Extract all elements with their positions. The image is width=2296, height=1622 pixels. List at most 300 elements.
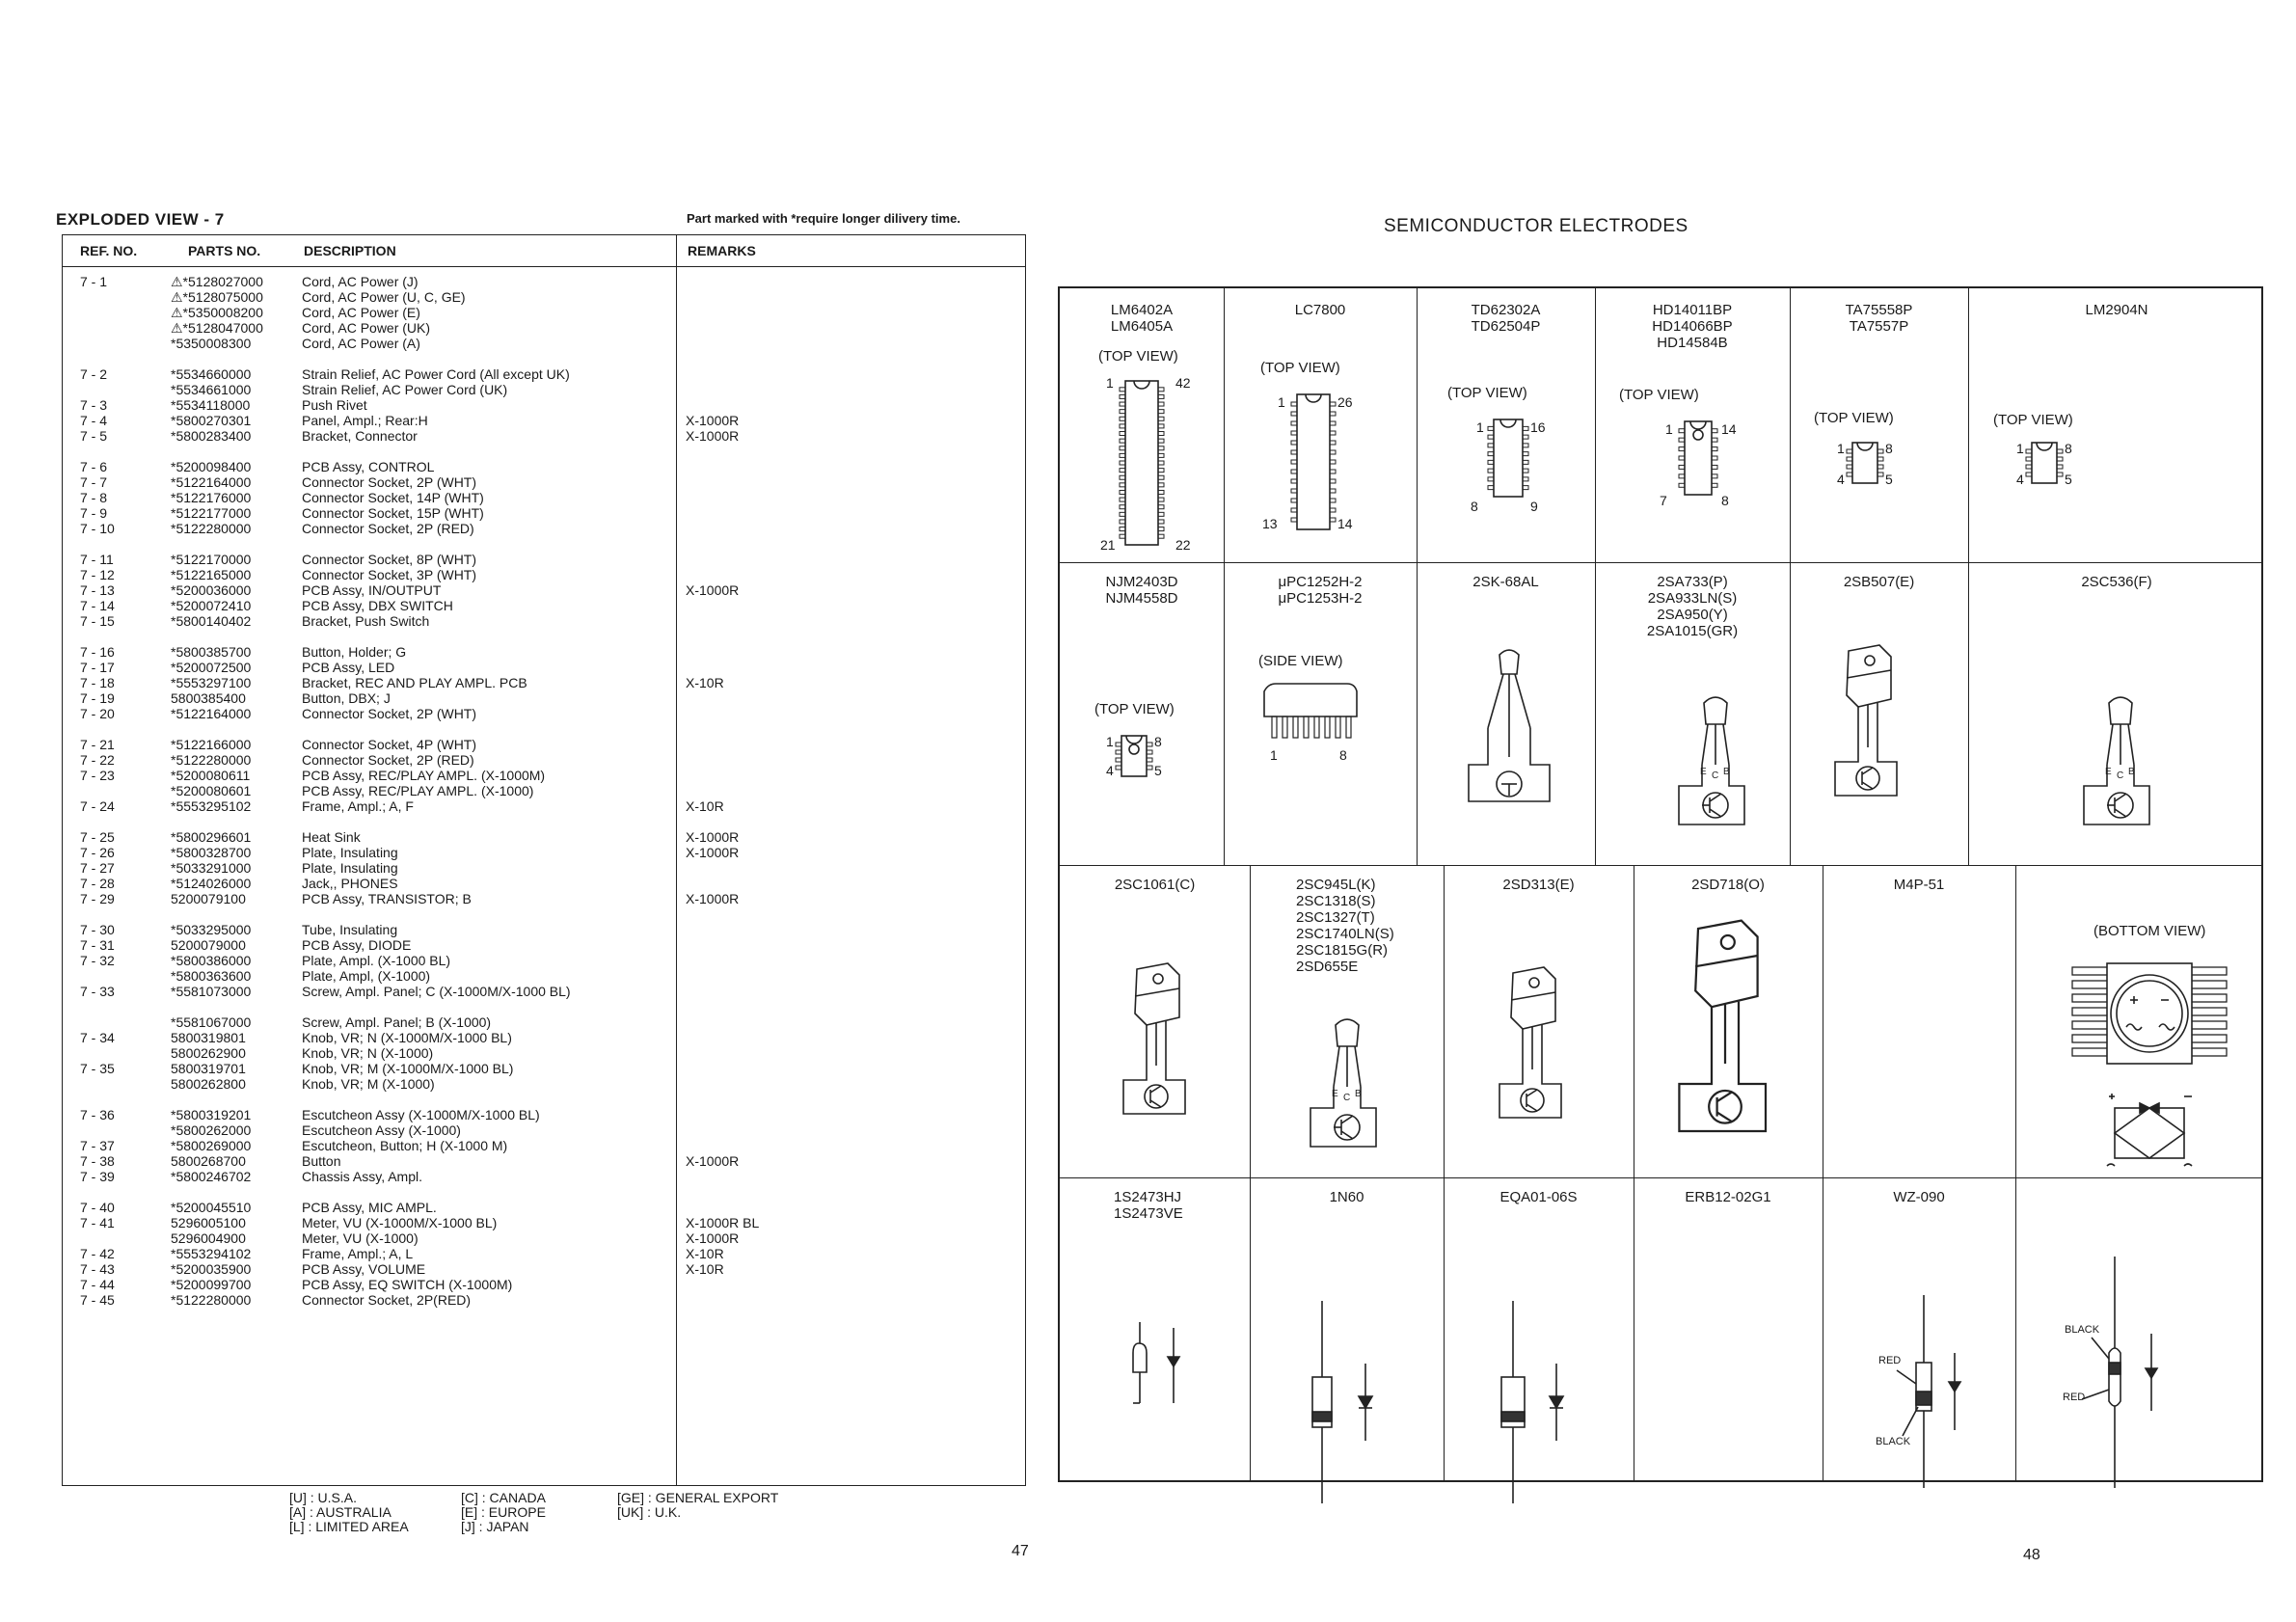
part-label: M4P-51 xyxy=(1893,877,1945,893)
part-number: *5553297100 xyxy=(171,675,252,690)
dip8-package-b xyxy=(2024,439,2065,487)
color-mark: RED xyxy=(1878,1355,1902,1366)
description: Heat Sink xyxy=(302,829,361,845)
table-row xyxy=(63,1138,1025,1153)
table-row xyxy=(63,690,1025,706)
part-label: 2SA733(P) 2SA933LN(S) 2SA950(Y) 2SA1015(GR) xyxy=(1646,574,1739,639)
view-label: (TOP VIEW) xyxy=(1260,360,1340,376)
remarks: X-1000R xyxy=(686,428,740,444)
part-label: TA75558P TA7557P xyxy=(1845,302,1913,335)
description: PCB Assy, LED xyxy=(302,660,395,675)
description: Connector Socket, 2P(RED) xyxy=(302,1292,472,1308)
color-mark: RED xyxy=(2063,1392,2086,1403)
ref-number: 7 - 39 xyxy=(80,1169,115,1184)
diode-1s2473 xyxy=(1114,1314,1191,1430)
part-number: 5200079000 xyxy=(171,937,246,953)
table-row xyxy=(63,413,1025,428)
pin-number: 4 xyxy=(1837,472,1845,487)
part-label: 2SD718(O) xyxy=(1691,877,1765,893)
bridge-rectifier xyxy=(2053,963,2246,1214)
delivery-note: Part marked with *require longer dilivery time. xyxy=(687,211,960,226)
ref-number: 7 - 28 xyxy=(80,876,115,891)
description: PCB Assy, EQ SWITCH (X-1000M) xyxy=(302,1277,513,1292)
part-number: *5581073000 xyxy=(171,984,252,999)
col-divider xyxy=(1595,288,1596,865)
part-number: *5122280000 xyxy=(171,1292,252,1308)
ref-number: 7 - 4 xyxy=(80,413,108,428)
part-number: *5200080601 xyxy=(171,783,252,798)
part-number: *5033295000 xyxy=(171,922,252,937)
dip8-package-a xyxy=(1845,439,1885,487)
description: PCB Assy, REC/PLAY AMPL. (X-1000M) xyxy=(302,768,546,783)
ref-number: 7 - 34 xyxy=(80,1030,115,1045)
ref-number: 7 - 32 xyxy=(80,953,115,968)
col-divider xyxy=(1417,288,1418,865)
part-number: *5124026000 xyxy=(171,876,252,891)
description: Connector Socket, 4P (WHT) xyxy=(302,737,477,752)
table-row xyxy=(63,829,1025,845)
description: Knob, VR; M (X-1000M/X-1000 BL) xyxy=(302,1061,514,1076)
part-number: *5800262000 xyxy=(171,1122,252,1138)
table-row xyxy=(63,1076,1025,1092)
dip26-package xyxy=(1289,391,1337,533)
pin-letter: C xyxy=(1712,770,1719,781)
ref-number: 7 - 1 xyxy=(80,274,108,289)
remarks: X-1000R xyxy=(686,413,740,428)
transistor-to220-a xyxy=(1820,641,1955,892)
ref-number: 7 - 2 xyxy=(80,366,108,382)
pin-letter: E xyxy=(1332,1089,1338,1099)
description: Bracket, REC AND PLAY AMPL. PCB xyxy=(302,675,527,690)
table-row xyxy=(63,336,1025,351)
view-label: (TOP VIEW) xyxy=(1993,412,2073,428)
part-number: *5200036000 xyxy=(171,582,252,598)
description: Connector Socket, 8P (WHT) xyxy=(302,552,477,567)
ref-number: 7 - 3 xyxy=(80,397,108,413)
diode-1n60 xyxy=(1303,1301,1380,1503)
description: Connector Socket, 3P (WHT) xyxy=(302,567,477,582)
description: Cord, AC Power (J) xyxy=(302,274,419,289)
legend-entry: [J] : JAPAN xyxy=(461,1519,529,1534)
pin-number: 1 xyxy=(1837,441,1845,456)
part-number: 5296004900 xyxy=(171,1230,246,1246)
part-number: *5200072410 xyxy=(171,598,252,613)
ref-number: 7 - 11 xyxy=(80,552,114,567)
pin-number: 8 xyxy=(1471,499,1478,514)
description: Connector Socket, 2P (WHT) xyxy=(302,706,477,721)
ref-number: 7 - 38 xyxy=(80,1153,115,1169)
pin-number: 1 xyxy=(1665,421,1673,437)
pin-number: 16 xyxy=(1530,419,1546,435)
ref-number: 7 - 23 xyxy=(80,768,115,783)
ref-number: 7 - 24 xyxy=(80,798,115,814)
ref-number: 7 - 25 xyxy=(80,829,115,845)
part-label: 2SB507(E) xyxy=(1843,574,1915,590)
table-row xyxy=(63,752,1025,768)
header-ref: REF. NO. xyxy=(80,243,138,258)
description: Push Rivet xyxy=(302,397,367,413)
table-row xyxy=(63,1030,1025,1045)
part-label: LM2904N xyxy=(2085,302,2148,318)
table-row xyxy=(63,737,1025,752)
semiconductor-grid xyxy=(1058,286,2263,1482)
pin-number: 5 xyxy=(1885,472,1893,487)
description: Meter, VU (X-1000M/X-1000 BL) xyxy=(302,1215,498,1230)
table-row xyxy=(63,644,1025,660)
ref-number: 7 - 35 xyxy=(80,1061,115,1076)
remarks: X-1000R BL xyxy=(686,1215,760,1230)
ref-number: 7 - 6 xyxy=(80,459,108,474)
part-label: 1N60 xyxy=(1329,1189,1364,1205)
description: Tube, Insulating xyxy=(302,922,398,937)
table-row xyxy=(63,845,1025,860)
pin-number: 5 xyxy=(1154,763,1162,778)
ref-number: 7 - 15 xyxy=(80,613,115,629)
description: Connector Socket, 15P (WHT) xyxy=(302,505,484,521)
table-row xyxy=(63,860,1025,876)
pin-number: 7 xyxy=(1660,493,1667,508)
transistor-to220-b xyxy=(1108,960,1243,1210)
part-label: WZ-090 xyxy=(1893,1189,1945,1205)
table-row xyxy=(63,459,1025,474)
table-row xyxy=(63,1200,1025,1215)
table-row xyxy=(63,1169,1025,1184)
part-number: *5122177000 xyxy=(171,505,252,521)
part-number: *5122176000 xyxy=(171,490,252,505)
color-mark: BLACK xyxy=(1876,1436,1911,1447)
ref-number: 7 - 7 xyxy=(80,474,108,490)
table-row xyxy=(63,1014,1025,1030)
part-number: ⚠*5128047000 xyxy=(171,320,263,336)
part-number: *5122166000 xyxy=(171,737,252,752)
table-row xyxy=(63,1261,1025,1277)
description: Knob, VR; M (X-1000) xyxy=(302,1076,435,1092)
table-row xyxy=(63,490,1025,505)
table-row xyxy=(63,1215,1025,1230)
description: Screw, Ampl. Panel; C (X-1000M/X-1000 BL) xyxy=(302,984,571,999)
table-row xyxy=(63,598,1025,613)
part-number: *5800246702 xyxy=(171,1169,252,1184)
pin-letter: C xyxy=(1343,1093,1351,1103)
ref-number: 7 - 20 xyxy=(80,706,115,721)
description: Meter, VU (X-1000) xyxy=(302,1230,419,1246)
part-label: 2SC1061(C) xyxy=(1114,877,1196,893)
col-divider xyxy=(1224,288,1225,865)
description: PCB Assy, REC/PLAY AMPL. (X-1000) xyxy=(302,783,534,798)
part-number: *5200045510 xyxy=(171,1200,252,1215)
part-number: *5200080611 xyxy=(171,768,251,783)
description: Bracket, Connector xyxy=(302,428,418,444)
part-number: *5800269000 xyxy=(171,1138,252,1153)
pin-letter: B xyxy=(2128,767,2135,777)
pin-number: 8 xyxy=(1885,441,1893,456)
transistor-to92-c xyxy=(1299,1012,1395,1195)
parts-table xyxy=(62,234,1026,1486)
pin-number: 26 xyxy=(1337,394,1353,410)
remarks: X-10R xyxy=(686,1261,724,1277)
description: Frame, Ampl.; A, L xyxy=(302,1246,414,1261)
table-row xyxy=(63,953,1025,968)
part-number: *5122164000 xyxy=(171,474,252,490)
legend-entry: [E] : EUROPE xyxy=(461,1504,546,1520)
ref-number: 7 - 45 xyxy=(80,1292,115,1308)
description: PCB Assy, DIODE xyxy=(302,937,412,953)
part-number: *5200035900 xyxy=(171,1261,252,1277)
description: Plate, Ampl. (X-1000 BL) xyxy=(302,953,451,968)
description: PCB Assy, VOLUME xyxy=(302,1261,426,1277)
description: Escutcheon Assy (X-1000) xyxy=(302,1122,461,1138)
part-number: *5553294102 xyxy=(171,1246,252,1261)
part-label: μPC1252H-2 μPC1253H-2 xyxy=(1278,574,1363,607)
description: Bracket, Push Switch xyxy=(302,613,430,629)
pin-letter: E xyxy=(1700,767,1707,777)
description: Plate, Insulating xyxy=(302,845,398,860)
ref-number: 7 - 43 xyxy=(80,1261,115,1277)
part-number: *5800319201 xyxy=(171,1107,252,1122)
dip16-package xyxy=(1486,416,1530,500)
part-label: ERB12-02G1 xyxy=(1685,1189,1771,1205)
part-label: TD62302A TD62504P xyxy=(1471,302,1541,335)
part-number: *5553295102 xyxy=(171,798,252,814)
ref-number: 7 - 14 xyxy=(80,598,115,613)
table-row xyxy=(63,937,1025,953)
part-label: 2SC536(F) xyxy=(2081,574,2152,590)
part-number: 5800385400 xyxy=(171,690,246,706)
table-row xyxy=(63,1246,1025,1261)
description: Strain Relief, AC Power Cord (UK) xyxy=(302,382,508,397)
part-number: 5800262900 xyxy=(171,1045,246,1061)
pin-letter: C xyxy=(2117,770,2124,781)
table-row xyxy=(63,505,1025,521)
table-row xyxy=(63,320,1025,336)
part-number: *5534118000 xyxy=(171,397,251,413)
table-row xyxy=(63,1107,1025,1122)
description: Frame, Ampl.; A, F xyxy=(302,798,414,814)
description: Panel, Ampl.; Rear:H xyxy=(302,413,428,428)
pin-number: 4 xyxy=(1106,763,1114,778)
table-row xyxy=(63,1292,1025,1308)
table-row xyxy=(63,582,1025,598)
table-row xyxy=(63,567,1025,582)
part-number: *5534660000 xyxy=(171,366,252,382)
legend-entry: [GE] : GENERAL EXPORT xyxy=(617,1490,779,1505)
table-row xyxy=(63,660,1025,675)
header-desc: DESCRIPTION xyxy=(304,243,396,258)
transistor-to92-a xyxy=(1667,689,1764,873)
table-row xyxy=(63,783,1025,798)
view-label: (TOP VIEW) xyxy=(1094,701,1175,717)
zener-wz090 xyxy=(2059,1257,2174,1488)
ref-number: 7 - 33 xyxy=(80,984,115,999)
table-row xyxy=(63,876,1025,891)
pin-number: 8 xyxy=(2065,441,2072,456)
table-row xyxy=(63,798,1025,814)
color-mark: BLACK xyxy=(2065,1324,2100,1336)
table-row xyxy=(63,891,1025,906)
part-number: *5033291000 xyxy=(171,860,252,876)
pin-number: 1 xyxy=(1106,375,1114,391)
pin-number: 1 xyxy=(1106,734,1114,749)
ref-number: 7 - 19 xyxy=(80,690,115,706)
part-number: *5200098400 xyxy=(171,459,252,474)
part-label: 2SC945L(K) 2SC1318(S) 2SC1327(T) 2SC1740LN(S) 2SC1815G(R) 2SD655E xyxy=(1296,877,1394,975)
table-row xyxy=(63,305,1025,320)
pin-letter: E xyxy=(2105,767,2112,777)
part-label: 2SK-68AL xyxy=(1472,574,1539,590)
part-number: *5800363600 xyxy=(171,968,252,984)
transistor-to220-c xyxy=(1484,963,1619,1214)
part-number: ⚠*5350008200 xyxy=(171,305,263,320)
table-row xyxy=(63,1061,1025,1076)
table-row xyxy=(63,1122,1025,1138)
part-number: 5800268700 xyxy=(171,1153,246,1169)
ref-number: 7 - 36 xyxy=(80,1107,115,1122)
ref-number: 7 - 12 xyxy=(80,567,115,582)
remarks: X-1000R xyxy=(686,891,740,906)
remarks: X-1000R xyxy=(686,582,740,598)
part-number: *5200099700 xyxy=(171,1277,252,1292)
table-row xyxy=(63,474,1025,490)
part-number: *5581067000 xyxy=(171,1014,252,1030)
ref-number: 7 - 8 xyxy=(80,490,108,505)
pin-number: 9 xyxy=(1530,499,1538,514)
ref-number: 7 - 42 xyxy=(80,1246,115,1261)
table-row xyxy=(63,1277,1025,1292)
legend-entry: [L] : LIMITED AREA xyxy=(289,1519,409,1534)
part-number: *5800386000 xyxy=(171,953,252,968)
pin-number: 8 xyxy=(1721,493,1729,508)
ref-number: 7 - 18 xyxy=(80,675,115,690)
table-row xyxy=(63,1045,1025,1061)
page-title: EXPLODED VIEW - 7 xyxy=(56,210,225,229)
pin-number: 21 xyxy=(1100,537,1116,553)
description: Button, Holder; G xyxy=(302,644,407,660)
view-label: (TOP VIEW) xyxy=(1447,385,1527,401)
description: Cord, AC Power (E) xyxy=(302,305,420,320)
remarks: X-10R xyxy=(686,1246,724,1261)
pin-letter: B xyxy=(1355,1089,1362,1099)
part-number: *5800328700 xyxy=(171,845,252,860)
remarks: X-1000R xyxy=(686,1153,740,1169)
ref-number: 7 - 40 xyxy=(80,1200,115,1215)
part-number: 5800262800 xyxy=(171,1076,246,1092)
part-number: *5122165000 xyxy=(171,567,252,582)
table-header xyxy=(63,235,1025,267)
part-number: *5800270301 xyxy=(171,413,252,428)
pin-number: 14 xyxy=(1337,516,1353,531)
table-row xyxy=(63,922,1025,937)
description: Knob, VR; N (X-1000) xyxy=(302,1045,434,1061)
part-number: 5800319801 xyxy=(171,1030,246,1045)
view-label: (TOP VIEW) xyxy=(1098,348,1178,365)
col-divider xyxy=(1444,865,1445,1482)
description: Jack,, PHONES xyxy=(302,876,398,891)
header-parts: PARTS NO. xyxy=(188,243,261,258)
part-number: *5350008300 xyxy=(171,336,252,351)
legend-entry: [A] : AUSTRALIA xyxy=(289,1504,392,1520)
description: Plate, Insulating xyxy=(302,860,398,876)
fet-drawing xyxy=(1445,641,1580,834)
description: Button, DBX; J xyxy=(302,690,391,706)
part-label: EQA01-06S xyxy=(1499,1189,1578,1205)
pin-number: 1 xyxy=(1476,419,1484,435)
description: Cord, AC Power (UK) xyxy=(302,320,431,336)
description: PCB Assy, IN/OUTPUT xyxy=(302,582,442,598)
part-number: *5122170000 xyxy=(171,552,252,567)
table-row xyxy=(63,552,1025,567)
view-label: (SIDE VIEW) xyxy=(1258,653,1343,669)
pin-letter: B xyxy=(1723,767,1730,777)
ref-number: 7 - 22 xyxy=(80,752,115,768)
col-divider xyxy=(1968,288,1969,865)
ref-number: 7 - 27 xyxy=(80,860,115,876)
col-divider xyxy=(2015,865,2016,1482)
part-label: NJM2403D NJM4558D xyxy=(1105,574,1178,607)
remarks: X-10R xyxy=(686,675,724,690)
description: Connector Socket, 2P (RED) xyxy=(302,521,474,536)
pin-number: 1 xyxy=(1278,394,1285,410)
view-label: (TOP VIEW) xyxy=(1814,410,1894,426)
part-number: ⚠*5128075000 xyxy=(171,289,263,305)
description: Button xyxy=(302,1153,341,1169)
table-row xyxy=(63,1230,1025,1246)
dip14-package xyxy=(1677,418,1719,499)
part-label: LC7800 xyxy=(1294,302,1346,318)
remarks: X-10R xyxy=(686,798,724,814)
col-divider xyxy=(1790,288,1791,865)
dip8-package-c xyxy=(1114,732,1154,780)
part-label: LM6402A LM6405A xyxy=(1110,302,1174,335)
part-number: 5800319701 xyxy=(171,1061,246,1076)
col-divider xyxy=(1250,865,1251,1482)
part-number: ⚠*5128027000 xyxy=(171,274,263,289)
table-row xyxy=(63,968,1025,984)
pin-number: 8 xyxy=(1154,734,1162,749)
dip42-package xyxy=(1118,377,1166,549)
part-number: *5122164000 xyxy=(171,706,252,721)
ref-number: 7 - 17 xyxy=(80,660,115,675)
diode-eqa01 xyxy=(1494,1301,1571,1503)
table-row xyxy=(63,706,1025,721)
table-row xyxy=(63,984,1025,999)
part-number: *5122280000 xyxy=(171,521,252,536)
table-row xyxy=(63,675,1025,690)
ref-number: 7 - 30 xyxy=(80,922,115,937)
ref-number: 7 - 37 xyxy=(80,1138,115,1153)
ref-number: 7 - 13 xyxy=(80,582,115,598)
part-number: *5200072500 xyxy=(171,660,252,675)
pin-number: 5 xyxy=(2065,472,2072,487)
header-remarks: REMARKS xyxy=(688,243,756,258)
part-number: *5800385700 xyxy=(171,644,252,660)
legend-entry: [U] : U.S.A. xyxy=(289,1490,358,1505)
description: Screw, Ampl. Panel; B (X-1000) xyxy=(302,1014,492,1030)
pin-number: 22 xyxy=(1175,537,1191,553)
ref-number: 7 - 26 xyxy=(80,845,115,860)
row-divider xyxy=(1060,562,2261,563)
part-label: 1S2473HJ 1S2473VE xyxy=(1114,1189,1183,1222)
pin-number: 14 xyxy=(1721,421,1737,437)
table-row xyxy=(63,397,1025,413)
description: PCB Assy, MIC AMPL. xyxy=(302,1200,437,1215)
table-row xyxy=(63,382,1025,397)
description: Knob, VR; N (X-1000M/X-1000 BL) xyxy=(302,1030,512,1045)
table-row xyxy=(63,1153,1025,1169)
pin-number: 1 xyxy=(1270,747,1278,763)
pin-number: 1 xyxy=(2016,441,2024,456)
table-row xyxy=(63,289,1025,305)
ref-number: 7 - 41 xyxy=(80,1215,115,1230)
